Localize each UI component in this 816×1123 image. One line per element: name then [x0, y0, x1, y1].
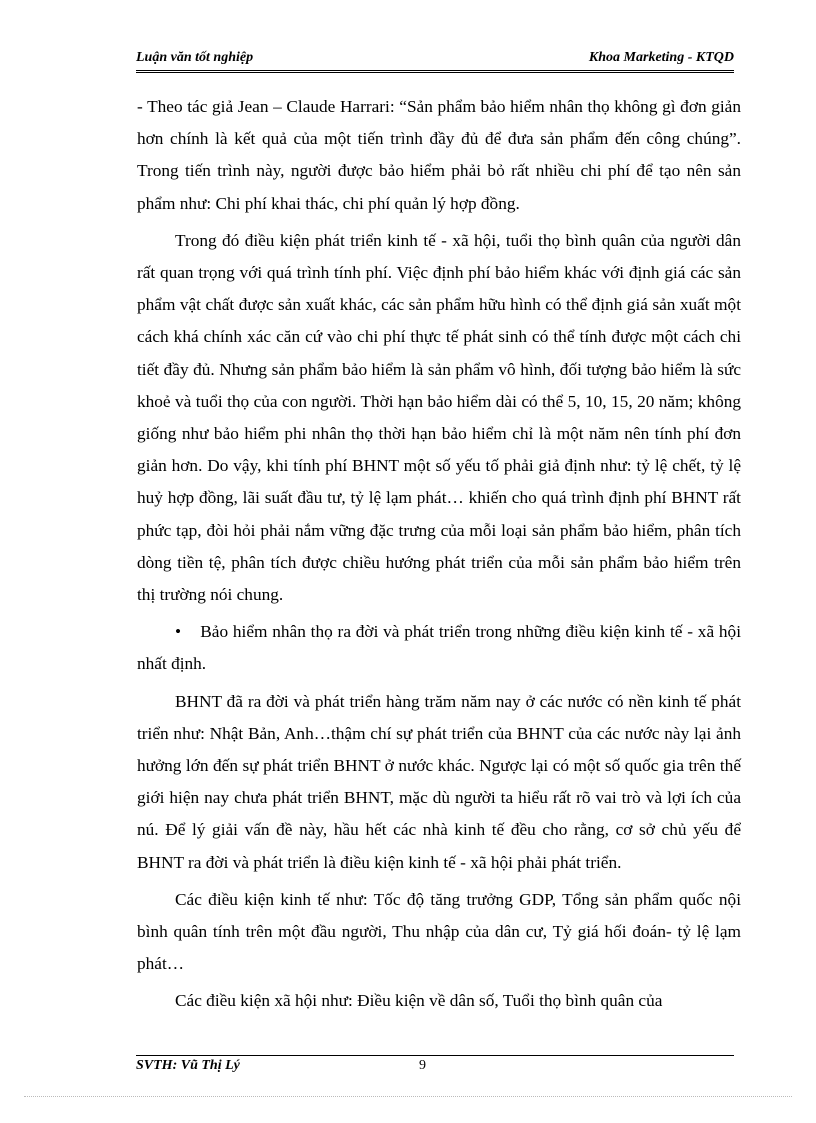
paragraph-harrari-quote: - Theo tác giả Jean – Claude Harrari: “Sản phẩm bảo hiểm nhân thọ không gì đơn giản hơn chính là kết quả của một tiến trình đầy đủ để đưa sản phẩm đến công chúng”. Trong tiến trình này, người được bảo hiểm phải bỏ rất nhiều chi phí để tạo nên sản phẩm như: Chi phí khai thác, chi phí quản lý hợp đồng.	[137, 97, 741, 213]
page-number: 9	[419, 1058, 426, 1073]
header-faculty-label: Khoa Marketing - KTQD	[588, 50, 734, 65]
bullet-text: Bảo hiểm nhân thọ ra đời và phát triển trong những điều kiện kinh tế - xã hội nhất định.	[137, 622, 741, 674]
header-rule	[136, 70, 734, 73]
page-header	[136, 50, 734, 68]
paragraph-social-conditions: Các điều kiện xã hội như: Điều kiện về dân số, Tuổi thọ bình quân của	[175, 991, 663, 1011]
page-bottom-border	[24, 1096, 792, 1097]
paragraph-pricing: Trong đó điều kiện phát triển kinh tế - xã hội, tuổi thọ bình quân của người dân rất quan trọng với quá trình tính phí. Việc định phí bảo hiểm khác với định giá các sản phẩm vật chất được sản xuất khác, các sản phẩm hữu hình có thể định giá sản xuất một cách khá chính xác căn cứ vào chi phí thực tế phát sinh có thể tính được một cách chi tiết đầy đủ. Nhưng sản phẩm bảo hiểm là sản phẩm vô hình, đối tượng bảo hiểm là sức khoẻ và tuổi thọ của con người. Thời hạn bảo hiểm dài có thể 5, 10, 15, 20 năm; không giống như bảo hiểm phi nhân thọ thời hạn bảo hiểm chỉ là một năm nên tính phí đơn giản hơn. Do vậy, khi tính phí BHNT một số yếu tố phải giả định như: tỷ lệ chết, tỷ lệ huỷ hợp đồng, lãi suất đầu tư, tỷ lệ lạm phát… khiến cho quá trình định phí BHNT rất phức tạp, đòi hỏi phải nắm vững đặc trưng của mỗi loại sản phẩm bảo hiểm, phân tích dòng tiền tệ, phân tích được chiều hướng phát triển của mỗi sản phẩm bảo hiểm trên thị trường nói chung.	[137, 230, 741, 605]
document-body	[137, 91, 741, 1023]
bullet-item	[137, 616, 741, 680]
page-footer	[136, 1058, 734, 1076]
paragraph-bhnt-history: BHNT đã ra đời và phát triển hàng trăm năm nay ở các nước có nền kinh tế phát triển như: Nhật Bản, Anh…thậm chí sự phát triển của BHNT của các nước này lại ảnh hưởng lớn đến sự phát triển BHNT ở nước khác. Ngược lại có một số quốc gia trên thế giới hiện nay chưa phát triển BHNT, mặc dù người ta hiểu rất rõ vai trò và lợi ích của nú. Để lý giải vấn đề này, hầu hết các nhà kinh tế đều cho rằng, cơ sở chủ yếu để BHNT ra đời và phát triển là điều kiện kinh tế - xã hội phải phát triển.	[137, 691, 741, 872]
bullet-dot: •	[175, 622, 182, 642]
paragraph-economic-conditions: Các điều kiện kinh tế như: Tốc độ tăng trưởng GDP, Tổng sản phẩm quốc nội bình quân tính trên một đầu người, Thu nhập của dân cư, Tỷ giá hối đoán- tỷ lệ lạm phát…	[137, 889, 741, 974]
header-thesis-label: Luận văn tốt nghiệp	[136, 50, 254, 65]
footer-rule	[136, 1055, 734, 1056]
footer-author: SVTH: Vũ Thị Lý	[136, 1058, 240, 1073]
